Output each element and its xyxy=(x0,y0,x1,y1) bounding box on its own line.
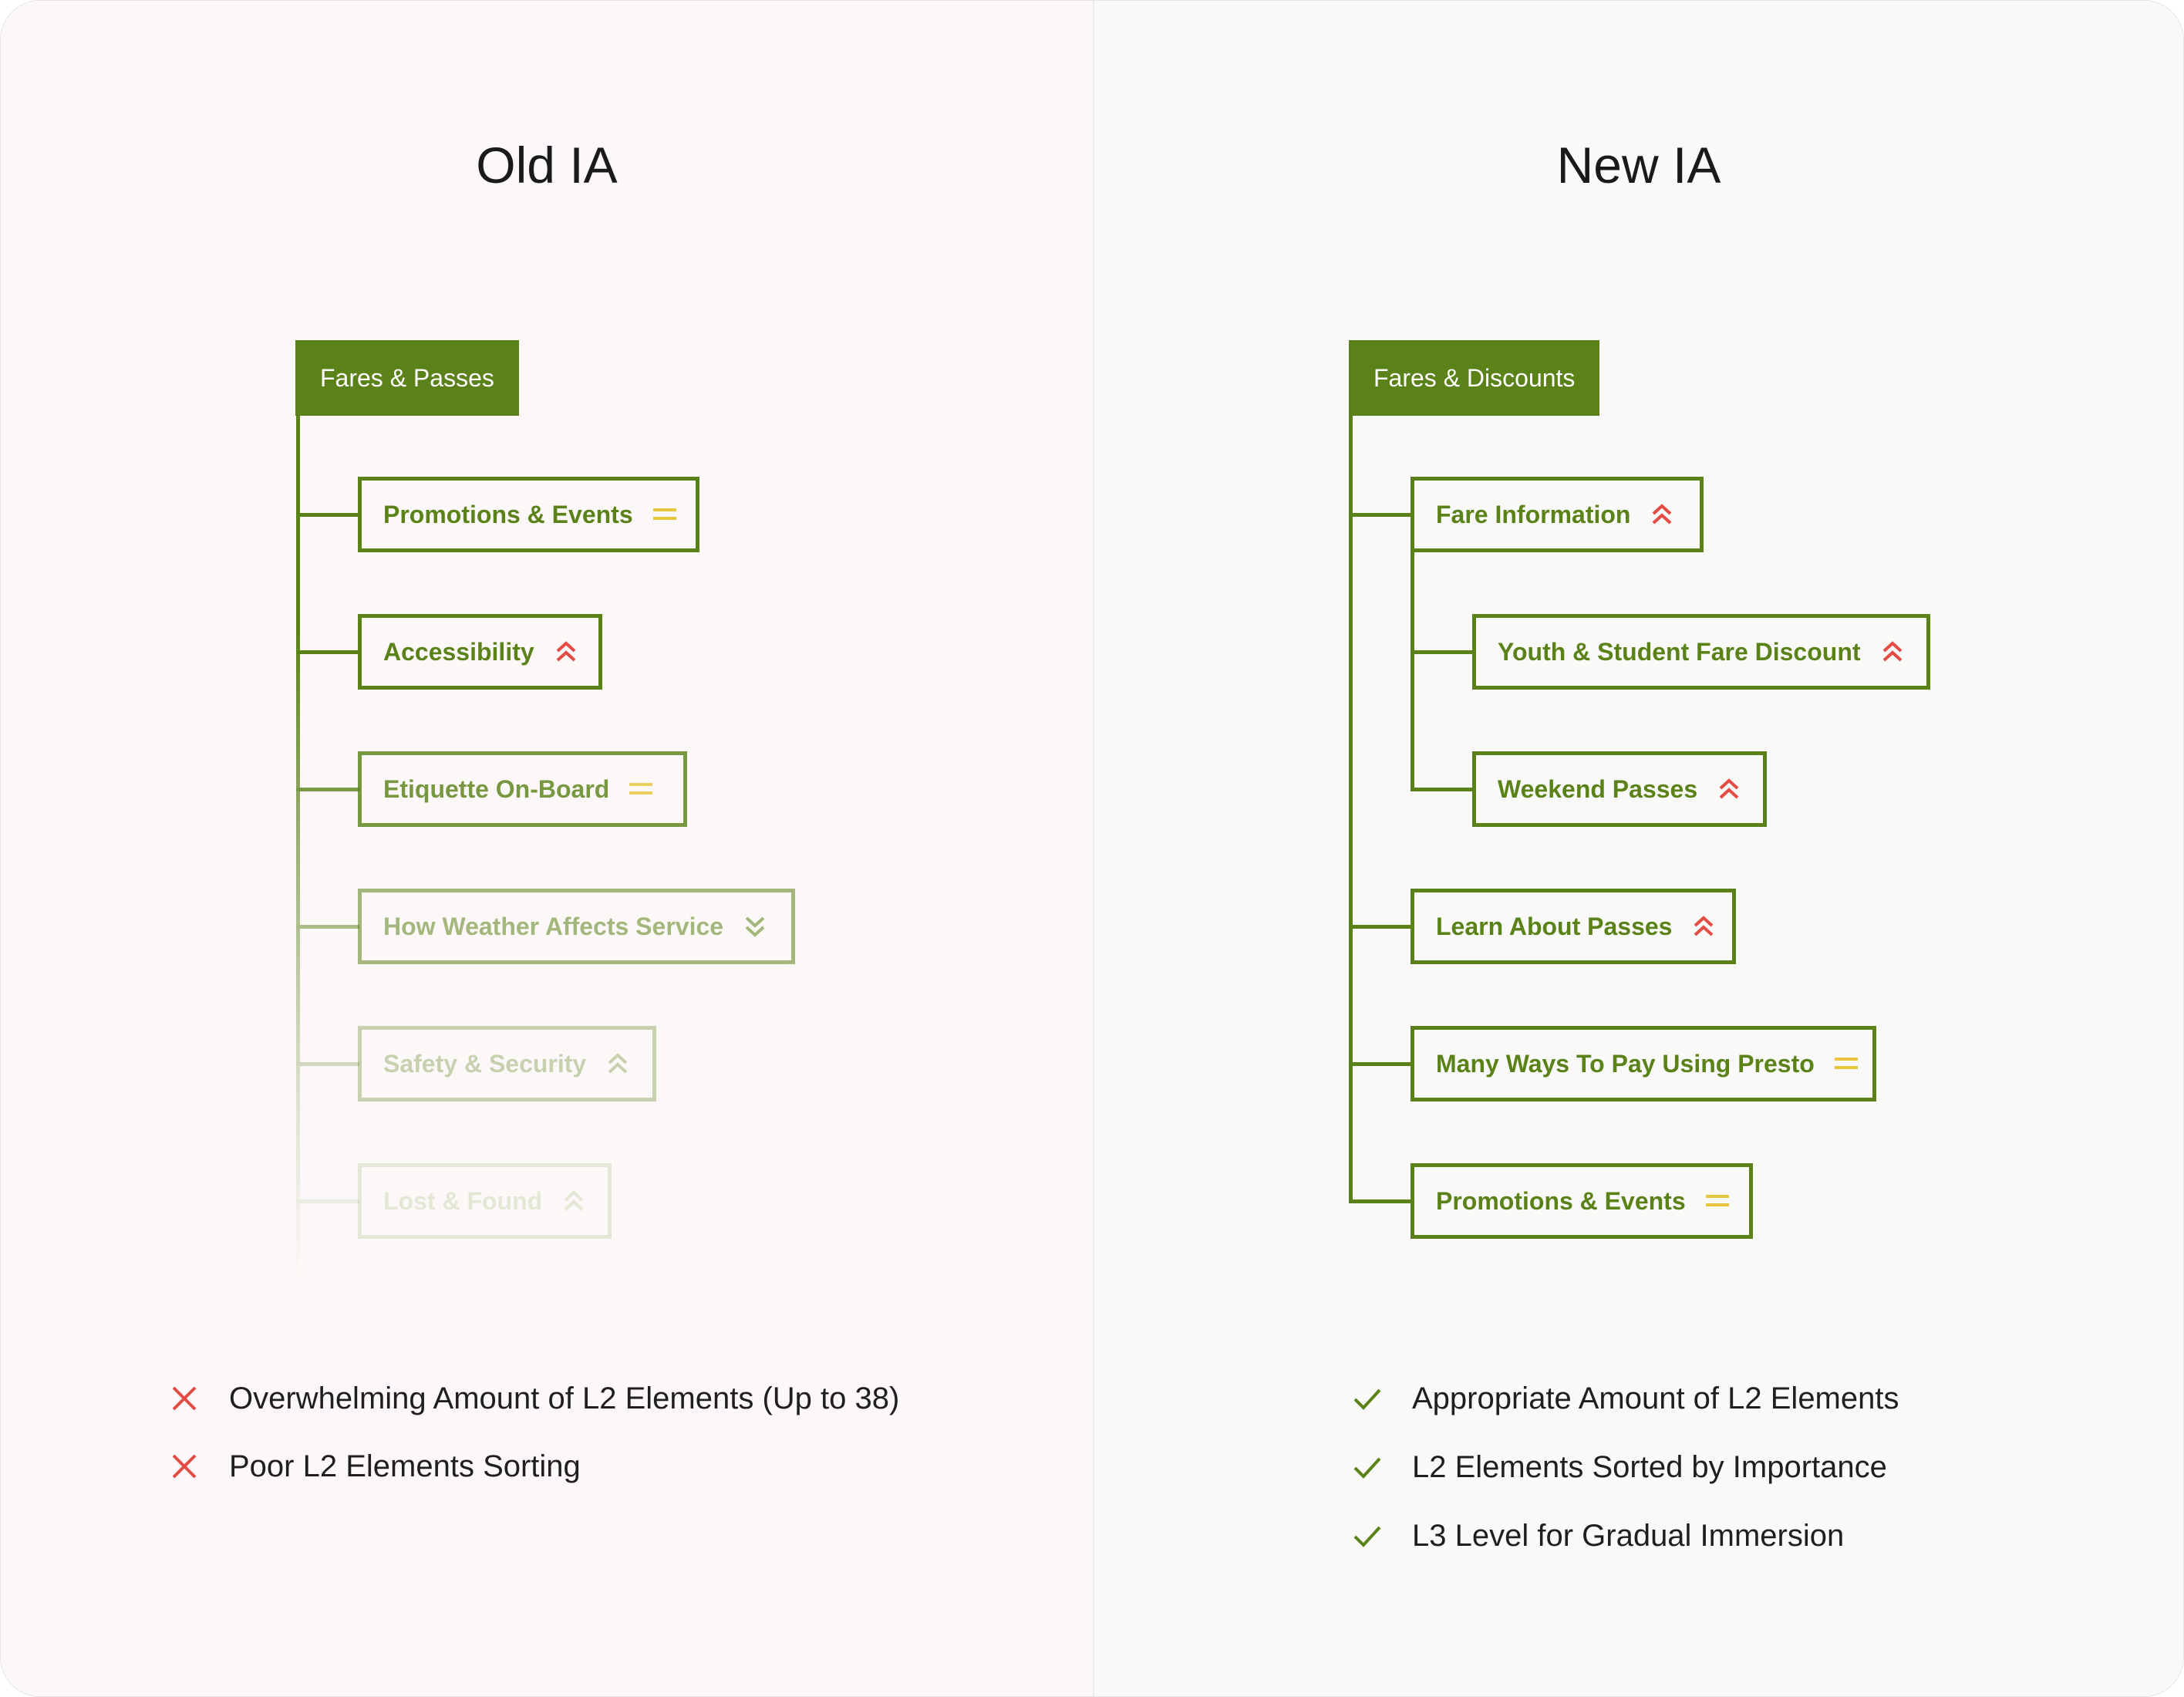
old-tree-trunk xyxy=(296,416,300,1280)
new-branch xyxy=(1349,513,1412,517)
old-ia-panel xyxy=(1,1,1094,1696)
new-root-node: Fares & Discounts xyxy=(1349,340,1599,416)
old-branch xyxy=(296,650,359,654)
note-text: Overwhelming Amount of L2 Elements (Up to 38) xyxy=(229,1381,900,1415)
node-label: Lost & Found xyxy=(383,1186,543,1215)
new-branch xyxy=(1349,1199,1412,1203)
node-label: How Weather Affects Service xyxy=(383,912,724,940)
old-root-node: Fares & Passes xyxy=(295,340,519,416)
note-text: L3 Level for Gradual Immersion xyxy=(1412,1518,1845,1553)
new-branch xyxy=(1410,788,1474,791)
node-label: Etiquette On-Board xyxy=(383,774,610,803)
old-branch xyxy=(296,1062,359,1066)
equals-icon xyxy=(628,776,654,802)
old-branch xyxy=(296,1199,359,1203)
new-l3-trunk xyxy=(1410,552,1414,790)
old-branch xyxy=(296,513,359,517)
new-ia-title: New IA xyxy=(1556,137,1721,194)
double-chevron-up-icon xyxy=(1879,639,1906,665)
new-note-3 xyxy=(1350,1513,1844,1559)
node-label: Accessibility xyxy=(383,637,534,666)
cross-icon xyxy=(167,1449,201,1483)
double-chevron-up-icon xyxy=(1716,776,1742,802)
new-node-promotions xyxy=(1410,1163,1753,1239)
old-node-lost-found xyxy=(358,1163,612,1239)
old-ia-title: Old IA xyxy=(476,137,618,194)
equals-icon xyxy=(652,501,678,528)
double-chevron-up-icon xyxy=(1649,501,1675,528)
new-branch xyxy=(1349,925,1412,929)
new-node-fare-information xyxy=(1410,477,1704,552)
note-text: Appropriate Amount of L2 Elements xyxy=(1412,1381,1899,1415)
check-icon xyxy=(1350,1382,1384,1415)
new-node-weekend-passes xyxy=(1472,751,1767,827)
node-label: Promotions & Events xyxy=(383,500,633,528)
node-label: Many Ways To Pay Using Presto xyxy=(1436,1049,1815,1078)
cross-icon xyxy=(167,1382,201,1415)
node-label: Youth & Student Fare Discount xyxy=(1498,637,1861,666)
double-chevron-up-icon xyxy=(561,1188,587,1214)
old-branch xyxy=(296,788,359,791)
new-node-many-ways-pay xyxy=(1410,1026,1876,1102)
new-branch xyxy=(1349,1062,1412,1066)
check-icon xyxy=(1350,1450,1384,1484)
note-text: Poor L2 Elements Sorting xyxy=(229,1449,581,1483)
new-tree-trunk xyxy=(1349,416,1353,1203)
node-label: Weekend Passes xyxy=(1498,774,1698,803)
old-note-1 xyxy=(167,1375,899,1422)
node-label: Learn About Passes xyxy=(1436,912,1673,940)
double-chevron-up-icon xyxy=(1690,913,1717,940)
check-icon xyxy=(1350,1519,1384,1553)
double-chevron-up-icon xyxy=(605,1051,631,1077)
old-node-accessibility xyxy=(358,614,602,690)
note-text: L2 Elements Sorted by Importance xyxy=(1412,1449,1887,1484)
old-node-etiquette xyxy=(358,751,687,827)
new-note-2 xyxy=(1350,1444,1887,1490)
new-node-learn-passes xyxy=(1410,889,1736,964)
new-node-youth-student xyxy=(1472,614,1930,690)
node-label: Promotions & Events xyxy=(1436,1186,1686,1215)
node-label: Safety & Security xyxy=(383,1049,587,1078)
old-node-weather xyxy=(358,889,795,964)
equals-icon xyxy=(1833,1051,1859,1077)
new-branch xyxy=(1410,650,1474,654)
node-label: Fare Information xyxy=(1436,500,1631,528)
double-chevron-up-icon xyxy=(553,639,579,665)
new-ia-panel xyxy=(1094,1,2183,1696)
equals-icon xyxy=(1704,1188,1731,1214)
old-node-promotions xyxy=(358,477,699,552)
double-chevron-down-icon xyxy=(742,913,768,940)
old-note-2 xyxy=(167,1443,581,1490)
old-node-safety xyxy=(358,1026,656,1102)
new-note-1 xyxy=(1350,1375,1899,1422)
old-branch xyxy=(296,925,359,929)
